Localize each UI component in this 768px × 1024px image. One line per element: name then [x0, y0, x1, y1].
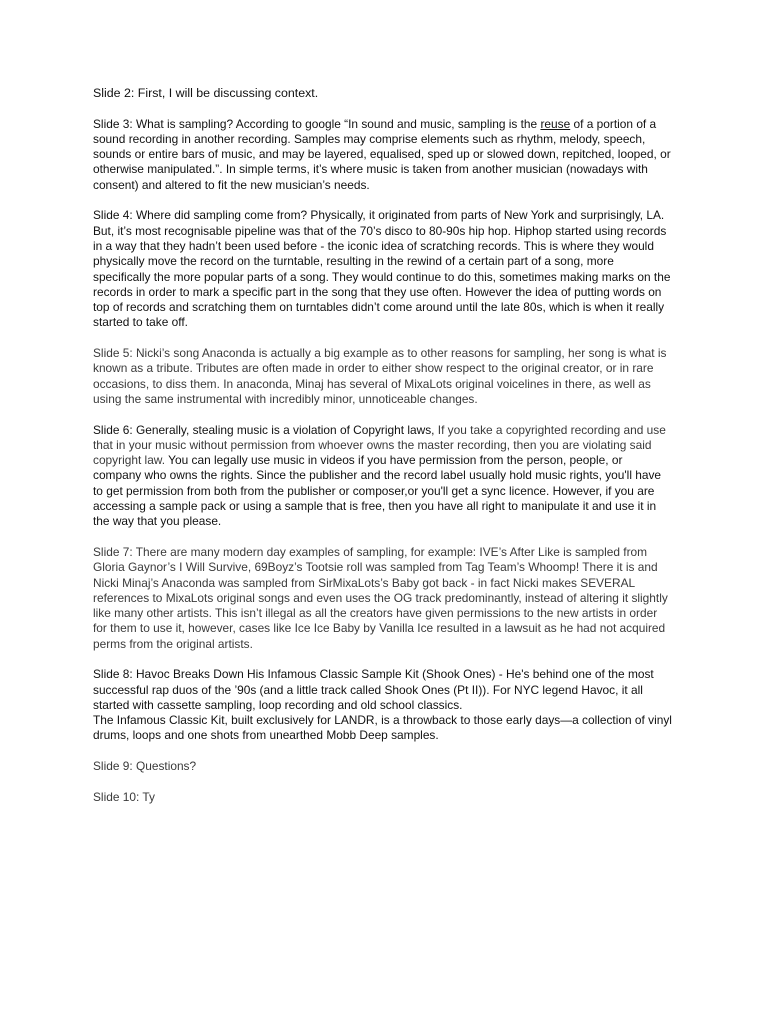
slide-3-text-before: Slide 3: What is sampling? According to google “In sound and music, sampling is the [93, 116, 541, 131]
slide-7-paragraph: Slide 7: There are many modern day examples of sampling, for example: IVE’s After Like is sampled from Gloria Gaynor’s I Will Survive, 69Boyz’s Tootsie roll was sampled from Tag Team’s Whoomp! There it is and Nicki Minaj’s Anaconda was sampled from SirMixaLots’s Baby got back - in fact Nicki makes SEVERAL references to MixaLots original songs and even uses the OG track predominantly, instead of altering it slightly like many other artists. This isn’t illegal as all the creators have given permissions to the new artists in order for them to use it, however, cases like Ice Ice Baby by Vanilla Ice resulted in a lawsuit as he had not acquired perms from the original artists. [93, 544, 668, 651]
slide-3-paragraph [93, 117, 673, 193]
slide-8-line-2: The Infamous Classic Kit, built exclusively for LANDR, is a throwback to those early days—a collection of vinyl drums, loops and one shots from unearthed Mobb Deep samples. [93, 713, 672, 743]
document-page [93, 86, 673, 820]
slide-3-text-after: of a portion of a sound recording in another recording. Samples may comprise elements such as rhythm, melody, speech, sounds or entire bars of music, and may be layered, equalised, sped up or slowed down, repitched, looped, or otherwise manipulated.”. In simple terms, it’s where music is taken from another musician (nowadays with consent) and altered to fit the new musician’s needs. [93, 116, 671, 192]
slide-8-line-1: Slide 8: Havoc Breaks Down His Infamous Classic Sample Kit (Shook Ones) - He's behind one of the most successful rap duos of the ’90s (and a little track called Shook Ones (Pt II)). For NYC legend Havoc, it all started with cassette sampling, loop recording and old school classics. [93, 667, 654, 712]
slide-6-text-part2: If you take a copyrighted recording and use that in your music without permission from whoever owns the master recording, then you are violating said copyright law. [93, 422, 666, 468]
slide-2-paragraph: Slide 2: First, I will be discussing context. [93, 86, 319, 100]
slide-10-paragraph: Slide 10: Ty [93, 789, 155, 804]
reuse-link[interactable]: reuse [540, 116, 571, 131]
slide-6-paragraph [93, 423, 673, 530]
slide-8-paragraph [93, 667, 673, 743]
slide-6-text-part3: You can legally use music in videos if you have permission from the person, people, or company who owns the rights. Since the publisher and the record label usually hold music rights, you'll have to get permission from both from the publisher or composer,or you'll get a sync licence. However, if you are accessing a sample pack or using a sample that is free, then you have all right to manipulate it and use it in the way that you please. [93, 453, 662, 529]
slide-4-paragraph: Slide 4: Where did sampling come from? Physically, it originated from parts of New York and surprisingly, LA. But, it’s most recognisable pipeline was that of the 70’s disco to 80-90s hip hop. Hiphop started using records in a way that they hadn’t been used before - the iconic idea of scratching records. This is where they would physically move the record on the turntable, resulting in the rewind of a certain part of a song, more specifically the more popular parts of a song. They would continue to do this, sometimes making marks on the records in order to mark a specific part in the song that they use often. However the idea of putting words on top of records and scratching them on turntables didn’t come around until the late 80s, which is when it really started to take off. [93, 208, 671, 330]
slide-9-paragraph: Slide 9: Questions? [93, 759, 197, 774]
slide-5-paragraph: Slide 5: Nicki’s song Anaconda is actually a big example as to other reasons for sampling, her song is what is known as a tribute. Tributes are often made in order to either show respect to the original creator, or in rare occasions, to diss them. In anaconda, Minaj has several of MixaLots original voicelines in there, as well as using the same instrumental with incredibly minor, unnoticeable changes. [93, 346, 667, 406]
slide-6-text-part1: Slide 6: Generally, stealing music is a violation of Copyright laws, [93, 422, 438, 437]
